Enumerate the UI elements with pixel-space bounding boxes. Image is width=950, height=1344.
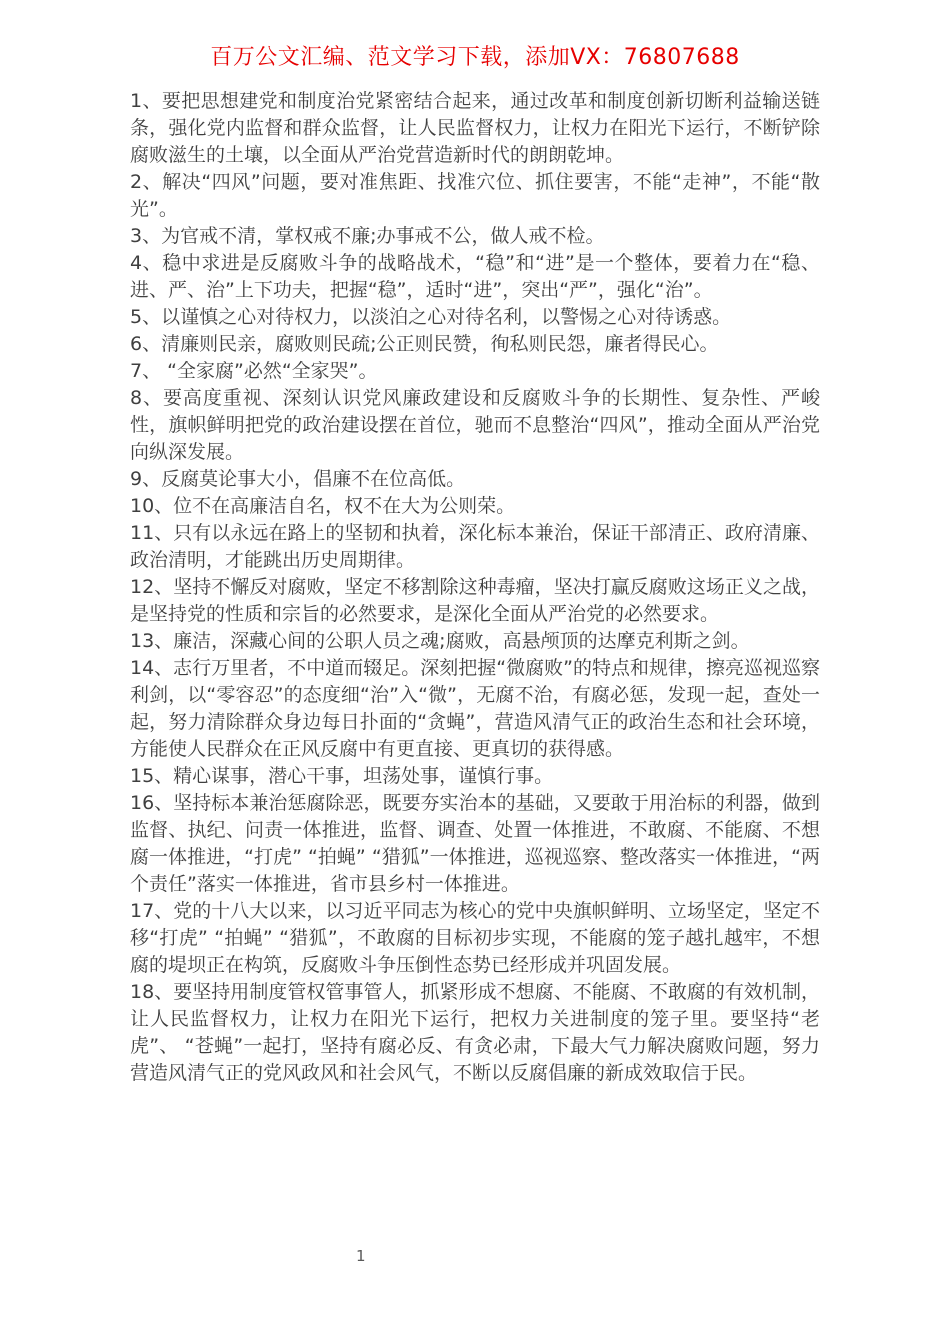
- numbered-item: 12、坚持不懈反对腐败，坚定不移割除这种毒瘤，坚决打赢反腐败这场正义之战，是坚持党的性质和宗旨的必然要求，是深化全面从严治党的必然要求。: [130, 576, 820, 625]
- numbered-item: 18、要坚持用制度管权管事管人，抓紧形成不想腐、不能腐、不敢腐的有效机制，让人民监督权力，让权力在阳光下运行，把权力关进制度的笼子里。要坚持“老虎”、 “苍蝇”一起打，坚持有腐必反、有贪必肃，下最大气力解决腐败问题，努力营造风清气正的党风政风和社会风气，不断以反腐倡廉的新成效取信于民。: [130, 981, 820, 1084]
- numbered-item: 10、位不在高廉洁自名，权不在大为公则荣。: [130, 495, 516, 517]
- numbered-item: 8、要高度重视、深刻认识党风廉政建设和反腐败斗争的长期性、复杂性、严峻性，旗帜鲜明把党的政治建设摆在首位，驰而不息整治“四风”，推动全面从严治党向纵深发展。: [130, 387, 820, 463]
- numbered-item: 5、以谨慎之心对待权力，以淡泊之心对待名利，以警惕之心对待诱惑。: [130, 306, 732, 328]
- numbered-item: 6、清廉则民亲，腐败则民疏;公正则民赞，徇私则民怨，廉者得民心。: [130, 333, 719, 355]
- numbered-item: 13、廉洁，深藏心间的公职人员之魂;腐败，高悬颅顶的达摩克利斯之剑。: [130, 630, 750, 652]
- numbered-item: 4、稳中求进是反腐败斗争的战略战术，“稳”和“进”是一个整体，要着力在“稳、进、严、治”上下功夫，把握“稳”，适时“进”，突出“严”，强化“治”。: [130, 252, 820, 301]
- numbered-item: 2、解决“四风”问题，要对准焦距、找准穴位、抓住要害，不能“走神”，不能“散光”。: [130, 171, 820, 220]
- numbered-item: 11、只有以永远在路上的坚韧和执着，深化标本兼治，保证干部清正、政府清廉、政治清明，才能跳出历史周期律。: [130, 522, 820, 571]
- numbered-item: 7、 “全家腐”必然“全家哭”。: [130, 360, 378, 382]
- numbered-item: 3、为官戒不清，掌权戒不廉;办事戒不公，做人戒不检。: [130, 225, 605, 247]
- numbered-item: 17、党的十八大以来，以习近平同志为核心的党中央旗帜鲜明、立场坚定，坚定不移“打虎” “拍蝇” “猎狐”，不敢腐的目标初步实现，不能腐的笼子越扎越牢，不想腐的堤坝正在构筑，反腐败斗争压倒性态势已经形成并巩固发展。: [130, 900, 820, 976]
- document-body: [130, 88, 820, 1087]
- page-number: 1: [356, 1247, 366, 1265]
- numbered-item: 15、精心谋事，潜心干事，坦荡处事，谨慎行事。: [130, 765, 554, 787]
- numbered-item: 9、反腐莫论事大小，倡廉不在位高低。: [130, 468, 466, 490]
- numbered-item: 1、要把思想建党和制度治党紧密结合起来，通过改革和制度创新切断利益输送链条，强化党内监督和群众监督，让人民监督权力，让权力在阳光下运行，不断铲除腐败滋生的土壤，以全面从严治党营造新时代的朗朗乾坤。: [130, 90, 820, 166]
- numbered-item: 16、坚持标本兼治惩腐除恶，既要夯实治本的基础，又要敢于用治标的利器，做到监督、执纪、问责一体推进，监督、调查、处置一体推进，不敢腐、不能腐、不想腐一体推进，“打虎” “拍蝇” “猎狐”一体推进，巡视巡察、整改落实一体推进，“两个责任”落实一体推进，省市县乡村一体推进。: [130, 792, 820, 895]
- numbered-item: 14、志行万里者，不中道而辍足。深刻把握“微腐败”的特点和规律，擦亮巡视巡察利剑，以“零容忍”的态度细“治”入“微”，无腐不治，有腐必惩，发现一起，查处一起，努力清除群众身边每日扑面的“贪蝇”，营造风清气正的政治生态和社会环境，方能使人民群众在正风反腐中有更直接、更真切的获得感。: [130, 657, 820, 760]
- promo-header: 百万公文汇编、范文学习下载，添加VX：76807688: [210, 45, 740, 70]
